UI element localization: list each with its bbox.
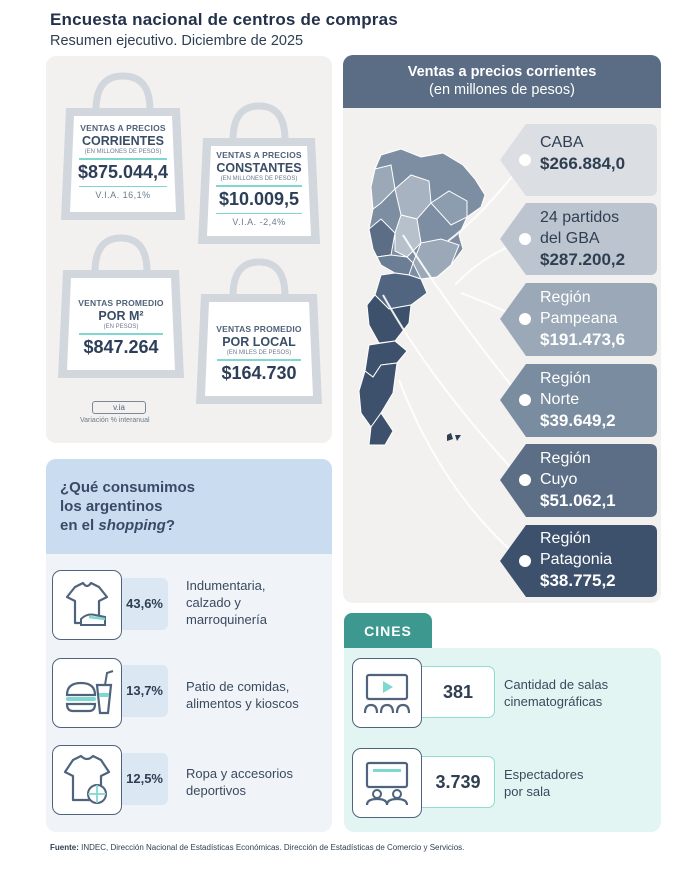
bag-por-m2 (55, 232, 187, 382)
page-title: Encuesta nacional de centros de compras (50, 10, 398, 29)
title-line (60, 516, 195, 535)
title-line: ¿Qué consumimos (60, 479, 196, 496)
divider (217, 359, 301, 361)
burger-drink-icon (52, 658, 122, 728)
region-tag-norte (500, 364, 657, 437)
desc-line: alimentos y kioscos (186, 696, 299, 711)
consumption-desc (186, 765, 293, 799)
via-legend-note: Variación % interanual (80, 417, 150, 424)
title-text: en el (60, 517, 99, 534)
divider (216, 185, 302, 187)
region-name: Región (540, 370, 591, 387)
region-name: Norte (540, 391, 580, 408)
cines-value: 381 (422, 666, 495, 718)
desc-line: Ropa y accesorios (186, 766, 293, 781)
bag-unit-note: (EN MILLONES DE PESOS) (220, 176, 298, 182)
bag-label-top: VENTAS PROMEDIO (216, 324, 302, 334)
region-text (540, 287, 625, 350)
region-name: Región (540, 450, 591, 467)
region-text (540, 368, 616, 431)
desc-line: por sala (504, 784, 551, 799)
region-tag-caba (500, 124, 657, 196)
region-value: $287.200,2 (540, 250, 626, 269)
consumption-desc (186, 678, 299, 712)
region-value: $191.473,6 (540, 330, 626, 349)
bag-por-local (193, 256, 325, 408)
cines-panel (344, 648, 661, 832)
region-tag-gba (500, 203, 657, 275)
sales-title-text: Ventas a precios corrientes (407, 64, 597, 80)
bag-label-top: VENTAS A PRECIOS (216, 150, 302, 160)
region-value: $38.775,2 (540, 571, 616, 590)
region-name: Región (540, 530, 591, 547)
desc-line: Patio de comidas, (186, 679, 290, 694)
region-text (540, 528, 616, 591)
desc-line: cinematográficas (504, 694, 603, 709)
cinema-audience-icon (352, 748, 422, 818)
region-value: $39.649,2 (540, 411, 616, 430)
bag-label-top: VENTAS PROMEDIO (78, 298, 164, 308)
footer-text: INDEC, Dirección Nacional de Estadísticas Económicas. Dirección de Estadísticas de Comercio y Servicios. (78, 843, 465, 852)
region-name: Pampeana (540, 310, 618, 327)
divider (79, 158, 167, 160)
bag-via: V.I.A. 16,1% (95, 190, 151, 200)
consumption-pct: 43,6% (111, 578, 168, 630)
consumption-title (60, 478, 195, 535)
title-text: ? (165, 517, 176, 534)
bag-via: V.I.A. -2,4% (232, 217, 286, 227)
divider (79, 186, 167, 188)
desc-line: Espectadores (504, 767, 584, 782)
bag-value: $875.044,4 (77, 161, 169, 182)
cinema-screen-icon (352, 658, 422, 728)
bag-value: $847.264 (83, 336, 159, 357)
bag-label-main: CONSTANTES (216, 161, 302, 175)
region-text (540, 448, 616, 511)
tshirt-shoe-icon (52, 570, 122, 640)
region-name: 24 partidos (540, 209, 620, 226)
bag-label-main: POR LOCAL (222, 335, 296, 349)
footer-label: Fuente: (50, 843, 79, 852)
source-footer (50, 843, 464, 852)
bag-label-main: CORRIENTES (82, 134, 164, 148)
bag-unit-note: (EN PESOS) (103, 324, 139, 330)
divider (79, 333, 163, 335)
desc-line: marroquinería (186, 612, 267, 627)
region-name: Patagonia (540, 551, 613, 568)
region-tag-pampeana (500, 283, 657, 356)
shirt-ball-icon (52, 745, 122, 815)
region-name: Cuyo (540, 471, 578, 488)
bag-unit-note: (EN MILES DE PESOS) (226, 350, 292, 356)
title-line: los argentinos (60, 498, 163, 515)
desc-line: calzado y (186, 595, 241, 610)
region-tag-patagonia (500, 525, 657, 597)
region-value: $266.884,0 (540, 154, 626, 173)
divider (216, 213, 302, 215)
desc-line: Indumentaria, (186, 578, 266, 593)
bag-constantes (195, 100, 323, 248)
cines-desc (504, 766, 584, 800)
region-text (540, 207, 625, 270)
cines-value: 3.739 (422, 756, 495, 808)
page-subtitle: Resumen ejecutivo. Diciembre de 2025 (50, 33, 304, 49)
consumption-desc (186, 577, 267, 628)
via-legend-box: v.ia (92, 401, 146, 414)
bag-label-top: VENTAS A PRECIOS (80, 123, 166, 133)
cines-tab: CINES (344, 613, 432, 649)
bag-label-main: POR M² (98, 309, 144, 323)
bag-unit-note: (EN MILLONES DE PESOS) (84, 149, 162, 155)
title-emphasis: shopping (98, 517, 166, 534)
region-name: Región (540, 289, 591, 306)
consumption-pct: 13,7% (111, 665, 168, 717)
region-text (540, 132, 625, 174)
region-name: del GBA (540, 230, 600, 247)
region-name: CABA (540, 134, 584, 151)
desc-line: deportivos (186, 783, 246, 798)
sales-subtitle: (en millones de pesos) (429, 82, 575, 98)
consumption-panel (46, 459, 332, 832)
sales-panel (343, 55, 661, 603)
consumption-pct: 12,5% (111, 753, 168, 805)
cines-desc (504, 676, 608, 710)
region-value: $51.062,1 (540, 491, 616, 510)
bag-value: $164.730 (221, 362, 297, 383)
desc-line: Cantidad de salas (504, 677, 609, 692)
bag-value: $10.009,5 (218, 188, 300, 209)
region-tag-cuyo (500, 444, 657, 517)
bag-corrientes (58, 70, 188, 225)
